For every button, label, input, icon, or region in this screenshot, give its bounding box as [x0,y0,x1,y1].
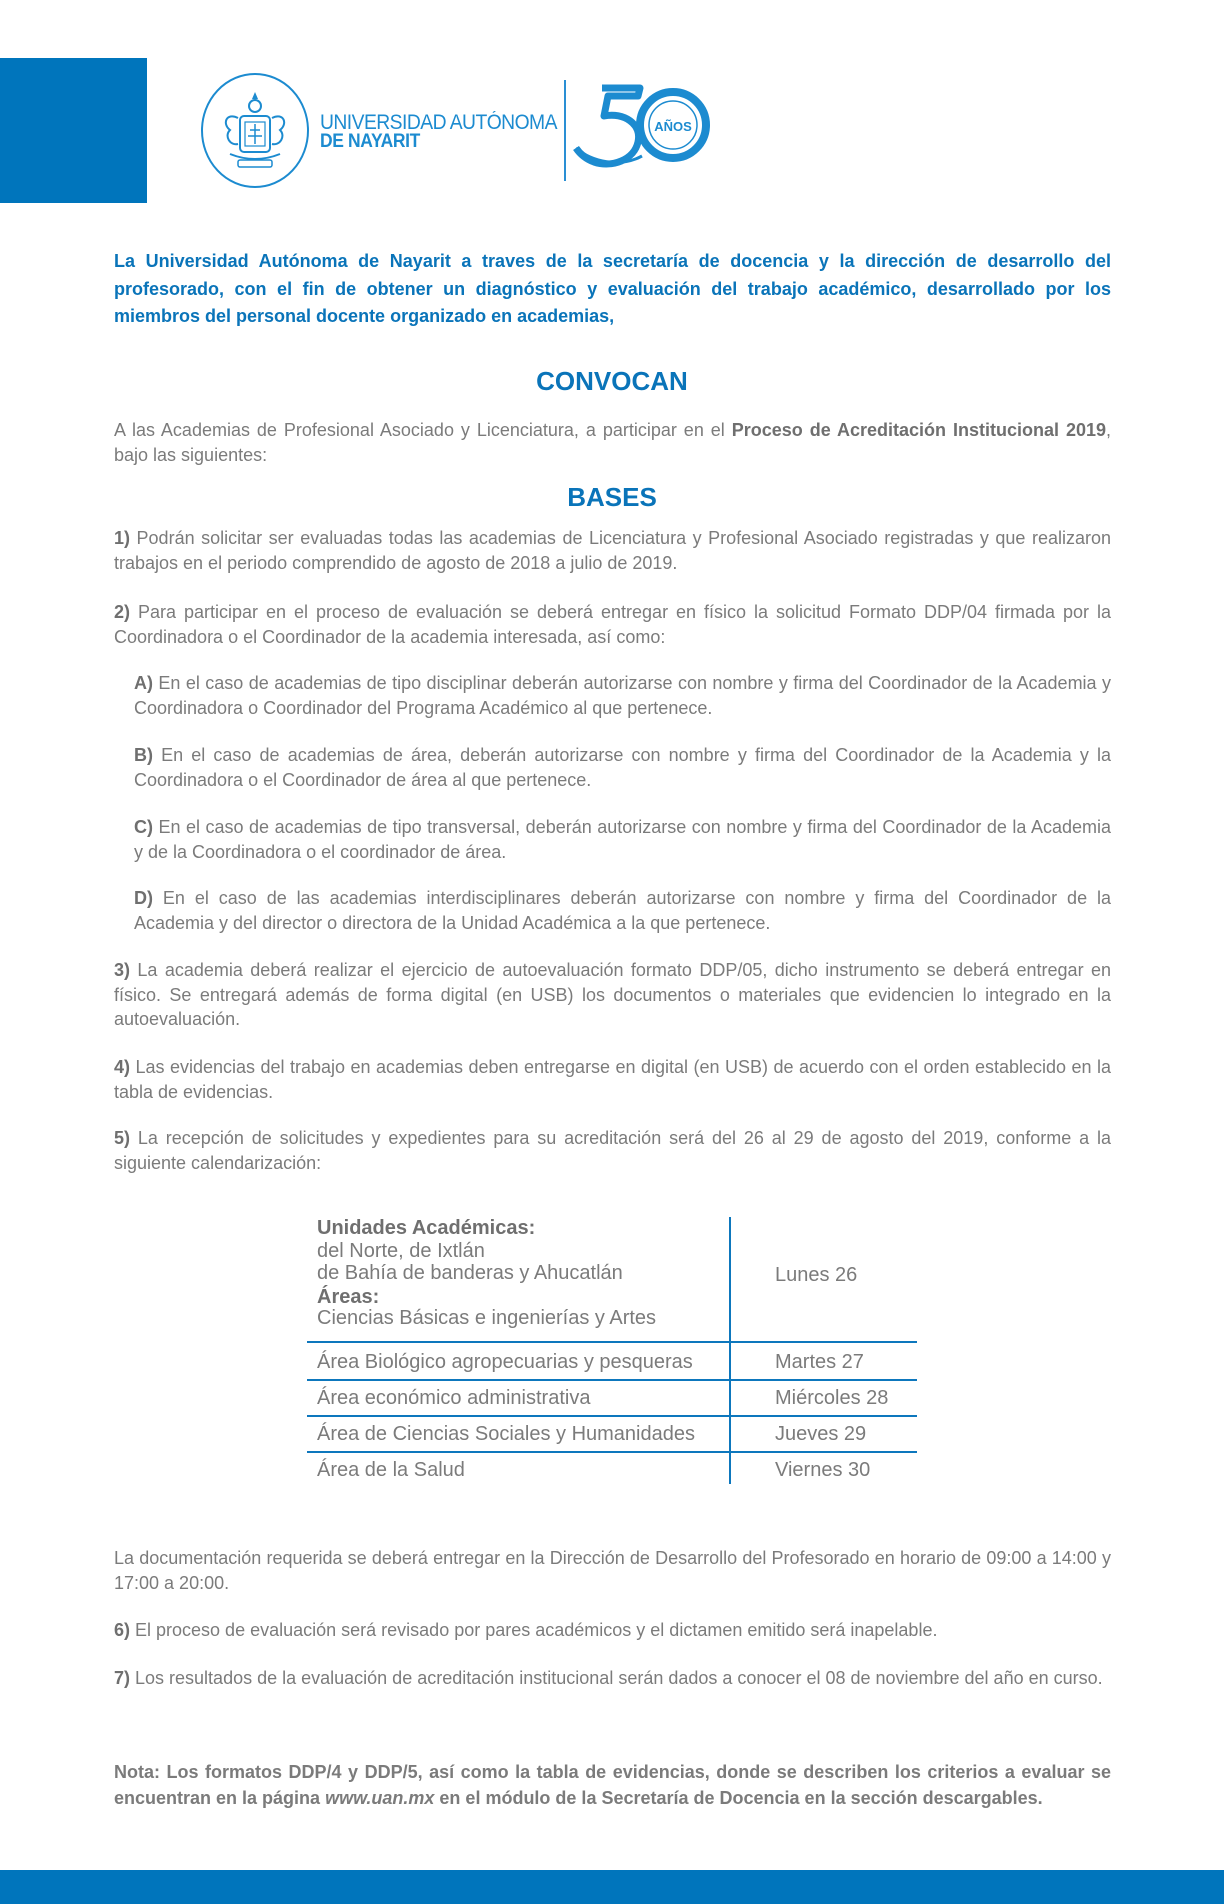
base-item [114,1055,1111,1104]
base-item [114,1666,1111,1691]
anniversary-50-logo [572,82,712,168]
base-number: 2) [114,602,131,622]
header-blue-block [0,58,147,203]
base-subitem [134,886,1111,935]
table-day: Lunes 26 [775,1264,858,1286]
base-subitem [134,815,1111,864]
bases-title: BASES [567,482,657,512]
nota-text-end: en el módulo de la Secretaría de Docencia en la sección descargables. [434,1788,1043,1808]
university-seal-logo [200,72,310,189]
base-text: En el caso de las academias interdisciplinares deberán autorizarse con nombre y firma del Coordinador de la Academia y del director o directora de la Unidad Académica a la que pertenece. [134,888,1111,933]
base-number: 5) [114,1128,131,1148]
base-text: Podrán solicitar ser evaluadas todas las academias de Licenciatura y Profesional Asociado registradas y que realizaron trabajos en el periodo comprendido de agosto de 2018 a julio de 2019. [114,528,1111,573]
convocan-text-end: , bajo las siguientes: [114,420,1111,465]
nota-paragraph [114,1759,1111,1811]
base-letter: C) [134,817,153,837]
table-column-divider [729,1217,731,1484]
base-number: 6) [114,1620,131,1640]
logo-divider [564,80,566,181]
table-cell-text: del Norte, de Ixtlán [317,1240,485,1262]
base-subitem [134,743,1111,792]
intro-paragraph: La Universidad Autónoma de Nayarit a traves de la secretaría de docencia y la dirección de desarrollo del profesorado, con el fin de obtener un diagnóstico y evaluación del trabajo académico, desarrollado por los miembros del personal docente organizado en academias, [114,251,1111,326]
table-cell-area: Área de la Salud [317,1459,465,1481]
table-cell-heading: Unidades Académicas: [317,1217,536,1239]
convocan-title: CONVOCAN [536,366,688,396]
base-text: La recepción de solicitudes y expedientes para su acreditación será del 26 al 29 de agosto del 2019, conforme a la siguiente calendarización: [114,1128,1111,1173]
base-text: El proceso de evaluación será revisado por pares académicos y el dictamen emitido será inapelable. [130,1620,938,1640]
table-cell-text: Ciencias Básicas e ingenierías y Artes [317,1307,657,1329]
anniversary-label: AÑOS [654,119,692,134]
base-text: La academia deberá realizar el ejercicio de autoevaluación formato DDP/05, dicho instrumento se deberá entregar en físico. Se entregará además de forma digital (en USB) los documentos o materiales que evidencien lo integrado en la autoevaluación. [114,960,1111,1029]
table-row-divider [307,1379,917,1381]
base-letter: B) [134,745,153,765]
table-cell-text: de Bahía de banderas y Ahucatlán [317,1262,623,1284]
base-text: Los resultados de la evaluación de acreditación institucional serán dados a conocer el 08 de noviembre del año en curso. [130,1668,1103,1688]
convocan-bold-text: Proceso de Acreditación Institucional 2019 [731,420,1106,440]
base-text: En el caso de academias de área, deberán autorizarse con nombre y firma del Coordinador de la Academia y la Coordinadora o el Coordinador de área al que pertenece. [134,745,1111,790]
base-text: En el caso de academias de tipo disciplinar deberán autorizarse con nombre y firma del Coordinador de la Academia y Coordinadora o Coordinador del Programa Académico al que pertenece. [134,673,1111,718]
university-name: UNIVERSIDAD AUTÓNOMA [320,111,557,134]
convocan-text: A las Academias de Profesional Asociado y Licenciatura, a participar en el [114,420,732,440]
table-day: Miércoles 28 [775,1387,889,1409]
base-item [114,958,1111,1032]
table-day: Martes 27 [775,1351,864,1373]
documentation-paragraph: La documentación requerida se deberá entregar en la Dirección de Desarrollo del Profesorado en horario de 09:00 a 14:00 y 17:00 a 20:00. [114,1548,1111,1593]
base-subitem [134,671,1111,720]
footer-blue-bar [0,1870,1224,1904]
table-day: Viernes 30 [775,1459,871,1481]
nota-text: Nota: Los formatos DDP/4 y DDP/5, así como la tabla de evidencias, donde se describen los criterios a evaluar se encuentran en la página [114,1762,1111,1808]
table-cell-heading: Áreas: [317,1286,380,1308]
base-item [114,1618,1111,1643]
base-item [114,1126,1111,1175]
base-number: 7) [114,1668,131,1688]
university-name-bold: DE NAYARIT [320,131,420,152]
website-link[interactable]: www.uan.mx [325,1788,435,1808]
base-text: Las evidencias del trabajo en academias deben entregarse en digital (en USB) de acuerdo con el orden establecido en la tabla de evidencias. [114,1057,1111,1102]
base-number: 1) [114,528,131,548]
base-letter: A) [134,673,153,693]
table-cell-area: Área de Ciencias Sociales y Humanidades [317,1423,695,1445]
table-row-divider [307,1341,917,1343]
convocan-paragraph [114,418,1111,467]
table-day: Jueves 29 [775,1423,867,1445]
table-cell-area: Área económico administrativa [317,1387,591,1409]
schedule-table [307,1217,917,1485]
base-letter: D) [134,888,153,908]
table-row-divider [307,1415,917,1417]
table-row-divider [307,1451,917,1453]
base-number: 3) [114,960,131,980]
base-item [114,526,1111,575]
base-item [114,600,1111,649]
base-text: Para participar en el proceso de evaluación se deberá entregar en físico la solicitud Formato DDP/04 firmada por la Coordinadora o el Coordinador de la academia interesada, así como: [114,602,1111,647]
table-cell-area: Área Biológico agropecuarias y pesqueras [317,1351,693,1373]
base-number: 4) [114,1057,131,1077]
base-text: En el caso de academias de tipo transversal, deberán autorizarse con nombre y firma del Coordinador de la Academia y de la Coordinadora o el coordinador de área. [134,817,1111,862]
